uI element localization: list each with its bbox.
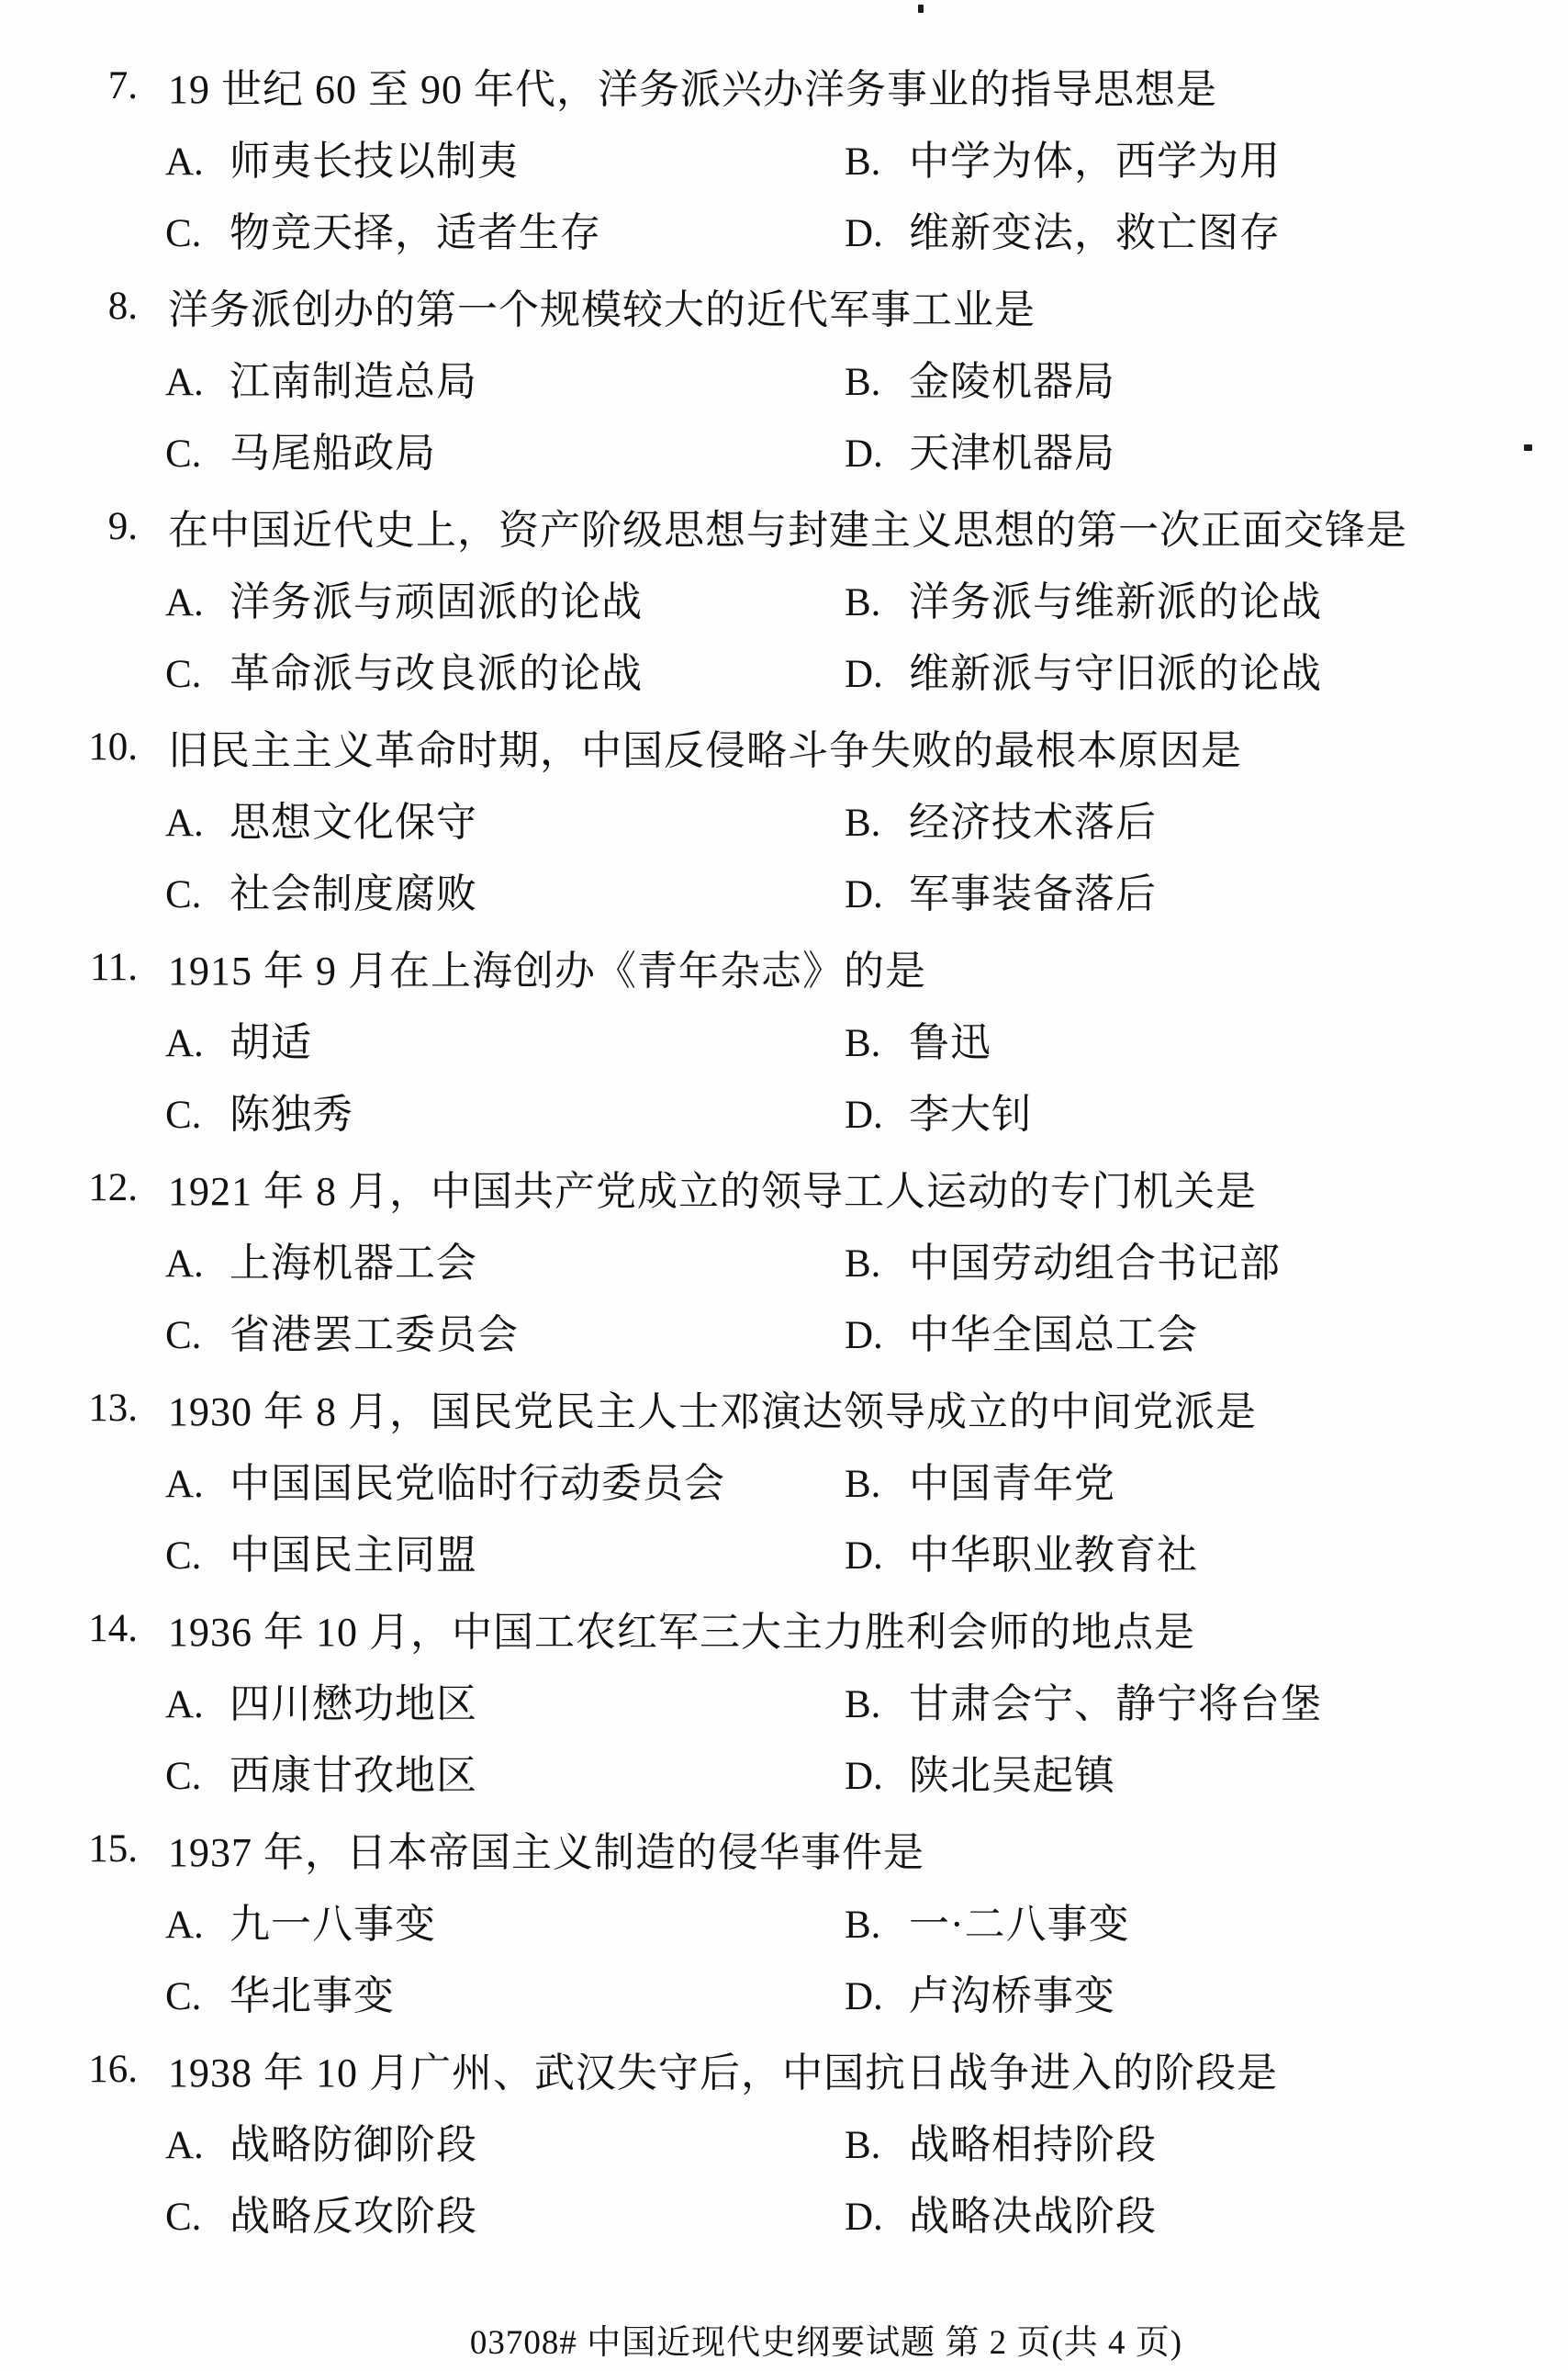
option-c-label: C. [165,873,202,916]
option-row [0,1884,1568,1956]
option-c-label: C. [165,2196,202,2239]
option-a-text: 胡适 [230,1020,312,1065]
option-row [0,2105,1568,2176]
option-row [0,1295,1568,1366]
question-item-10 [0,711,1568,926]
option-b-text: 中国劳动组合书记部 [909,1241,1281,1286]
question-text: 旧民主主义革命时期，中国反侵略斗争失败的最根本原因是 [168,728,1242,773]
option-a [165,1009,312,1068]
option-a [165,1670,477,1729]
question-number: 11. [89,945,138,989]
question-line [0,50,1568,121]
option-a [165,128,519,186]
option-a-label: A. [165,1904,204,1947]
question-item-9 [0,490,1568,705]
option-d [845,1522,1198,1580]
option-c-label: C. [165,653,202,696]
option-b-label: B. [845,1242,881,1286]
option-c-text: 陈独秀 [230,1092,353,1137]
option-a-text: 洋务派与顽固派的论战 [230,579,643,624]
option-c [165,860,477,919]
option-d-text: 维新派与守旧派的论战 [909,651,1322,696]
option-a-text: 战略防御阶段 [230,2122,477,2167]
option-row [0,1736,1568,1807]
option-d-text: 维新变法，救亡图存 [909,210,1281,255]
option-d [845,199,1281,258]
question-number: 8. [107,284,138,328]
option-row [0,1074,1568,1146]
option-c-label: C. [165,433,202,476]
option-b-text: 甘肃会宁、静宁将台堡 [909,1681,1322,1726]
question-number: 7. [107,63,138,107]
option-b-text: 中国青年党 [909,1461,1115,1506]
option-a-label: A. [165,581,204,624]
option-b [845,1891,1130,1950]
option-c [165,2183,477,2242]
question-line [0,1813,1568,1884]
question-number: 10. [88,725,138,769]
option-a [165,1891,436,1950]
option-b [845,1230,1281,1288]
scan-speck [918,5,924,13]
option-b [845,2111,1157,2170]
option-c [165,1522,477,1580]
option-a [165,2111,477,2170]
option-c [165,1962,395,2021]
option-d-label: D. [845,1314,883,1357]
question-text: 1936 年 10 月，中国工农红军三大主力胜利会师的地点是 [168,1610,1195,1655]
page-footer: 03708# 中国近现代史纲要试题 第 2 页(共 4 页) [469,2324,1183,2362]
option-b-label: B. [845,1022,881,1065]
option-d-text: 天津机器局 [909,431,1115,476]
option-d [845,420,1115,478]
option-c-label: C. [165,212,202,255]
question-text: 1937 年，日本帝国主义制造的侵华事件是 [168,1830,924,1875]
option-a-text: 上海机器工会 [230,1241,477,1286]
question-line [0,1372,1568,1444]
option-d [845,1962,1115,2021]
option-d-label: D. [845,873,883,916]
question-item-8 [0,270,1568,485]
question-item-7 [0,50,1568,264]
option-b [845,1670,1322,1729]
option-a-label: A. [165,1242,204,1286]
option-d-text: 中华职业教育社 [909,1533,1198,1578]
option-c-label: C. [165,1534,202,1578]
question-number: 13. [88,1386,138,1430]
option-a-label: A. [165,802,204,845]
option-a-label: A. [165,1683,204,1726]
option-a-text: 四川懋功地区 [230,1681,477,1726]
option-c-text: 战略反攻阶段 [230,2194,477,2239]
option-d-text: 战略决战阶段 [909,2194,1157,2239]
option-d-label: D. [845,2196,883,2239]
option-d-text: 军事装备落后 [909,871,1157,916]
option-d-text: 中华全国总工会 [909,1312,1198,1357]
option-b-label: B. [845,2124,881,2167]
option-row [0,1664,1568,1736]
question-number: 15. [88,1826,138,1871]
option-c-text: 中国民主同盟 [230,1533,477,1578]
option-b [845,348,1115,407]
question-text: 19 世纪 60 至 90 年代，洋务派兴办洋务事业的指导思想是 [168,67,1217,112]
option-d-label: D. [845,1755,883,1798]
option-c [165,640,643,699]
option-a-label: A. [165,1463,204,1506]
question-line [0,270,1568,342]
option-c [165,1742,477,1801]
option-row [0,1003,1568,1074]
option-c-label: C. [165,1975,202,2018]
option-b-text: 金陵机器局 [909,359,1115,404]
question-line [0,1592,1568,1664]
option-row [0,193,1568,264]
option-d-text: 陕北吴起镇 [909,1753,1115,1798]
option-a-label: A. [165,140,204,184]
option-c-text: 马尾船政局 [230,431,436,476]
option-d [845,1301,1198,1360]
question-text: 1938 年 10 月广州、武汉失守后，中国抗日战争进入的阶段是 [168,2051,1278,2096]
question-item-13 [0,1372,1568,1587]
option-c [165,420,436,478]
question-item-15 [0,1813,1568,2028]
question-text: 1915 年 9 月在上海创办《青年杂志》的是 [168,949,926,994]
option-d-label: D. [845,212,883,255]
option-row [0,413,1568,485]
option-b-label: B. [845,361,881,404]
question-text: 在中国近代史上，资产阶级思想与封建主义思想的第一次正面交锋是 [168,508,1407,553]
option-b [845,1450,1115,1509]
option-row [0,2176,1568,2248]
option-b-label: B. [845,1683,881,1726]
question-number: 9. [107,504,138,548]
question-number: 14. [88,1606,138,1650]
option-row [0,1223,1568,1295]
option-row [0,562,1568,634]
question-text: 洋务派创办的第一个规模较大的近代军事工业是 [168,287,1036,332]
option-d-text: 卢沟桥事变 [909,1973,1115,2018]
option-row [0,1956,1568,2028]
option-b-text: 洋务派与维新派的论战 [909,579,1322,624]
option-c-text: 省港罢工委员会 [230,1312,519,1357]
option-b-label: B. [845,1904,881,1947]
option-row [0,1515,1568,1587]
option-b-label: B. [845,1463,881,1506]
option-a-text: 思想文化保守 [230,800,477,845]
option-b-label: B. [845,140,881,184]
option-b-text: 经济技术落后 [909,800,1157,845]
question-number: 12. [88,1165,138,1209]
option-row [0,854,1568,926]
option-c-text: 社会制度腐败 [230,871,477,916]
option-row [0,121,1568,193]
option-b-label: B. [845,581,881,624]
option-b [845,789,1157,848]
question-text: 1921 年 8 月，中国共产党成立的领导工人运动的专门机关是 [168,1169,1257,1214]
option-d [845,2183,1157,2242]
question-text: 1930 年 8 月，国民党民主人士邓演达领导成立的中间党派是 [168,1389,1257,1434]
option-c-label: C. [165,1755,202,1798]
option-c-label: C. [165,1094,202,1137]
question-number: 16. [88,2047,138,2091]
option-b [845,1009,991,1068]
option-b [845,568,1322,627]
question-item-12 [0,1152,1568,1366]
option-d [845,640,1322,699]
option-b-text: 一·二八事变 [909,1902,1130,1947]
question-line [0,490,1568,562]
option-d [845,1742,1115,1801]
question-line [0,2033,1568,2105]
option-c-text: 物竞天择，适者生存 [230,210,601,255]
option-c-text: 西康甘孜地区 [230,1753,477,1798]
option-a-text: 九一八事变 [230,1902,436,1947]
option-d-label: D. [845,433,883,476]
option-c-text: 华北事变 [230,1973,395,2018]
option-a [165,568,643,627]
option-row [0,342,1568,413]
question-item-14 [0,1592,1568,1807]
question-line [0,1152,1568,1223]
option-d-label: D. [845,1534,883,1578]
question-line [0,931,1568,1003]
option-d [845,860,1157,919]
option-row [0,634,1568,705]
option-a-label: A. [165,361,204,404]
option-c [165,1081,353,1140]
option-a [165,1450,725,1509]
option-b [845,128,1281,186]
option-b-text: 鲁迅 [909,1020,991,1065]
option-b-text: 中学为体，西学为用 [909,139,1281,184]
option-a-text: 江南制造总局 [230,359,477,404]
option-b-label: B. [845,802,881,845]
option-b-text: 战略相持阶段 [909,2122,1157,2167]
option-a-label: A. [165,1022,204,1065]
option-a-label: A. [165,2124,204,2167]
option-c [165,1301,519,1360]
option-d [845,1081,1033,1140]
option-d-text: 李大钊 [909,1092,1033,1137]
option-c-text: 革命派与改良派的论战 [230,651,643,696]
question-item-16 [0,2033,1568,2248]
option-c-label: C. [165,1314,202,1357]
option-a [165,348,477,407]
question-item-11 [0,931,1568,1146]
option-a-text: 师夷长技以制夷 [230,139,519,184]
option-row [0,782,1568,854]
option-d-label: D. [845,1094,883,1137]
option-a-text: 中国国民党临时行动委员会 [230,1461,725,1506]
option-c [165,199,601,258]
question-line [0,711,1568,782]
option-a [165,1230,477,1288]
option-d-label: D. [845,1975,883,2018]
option-a [165,789,477,848]
option-row [0,1444,1568,1515]
option-d-label: D. [845,653,883,696]
